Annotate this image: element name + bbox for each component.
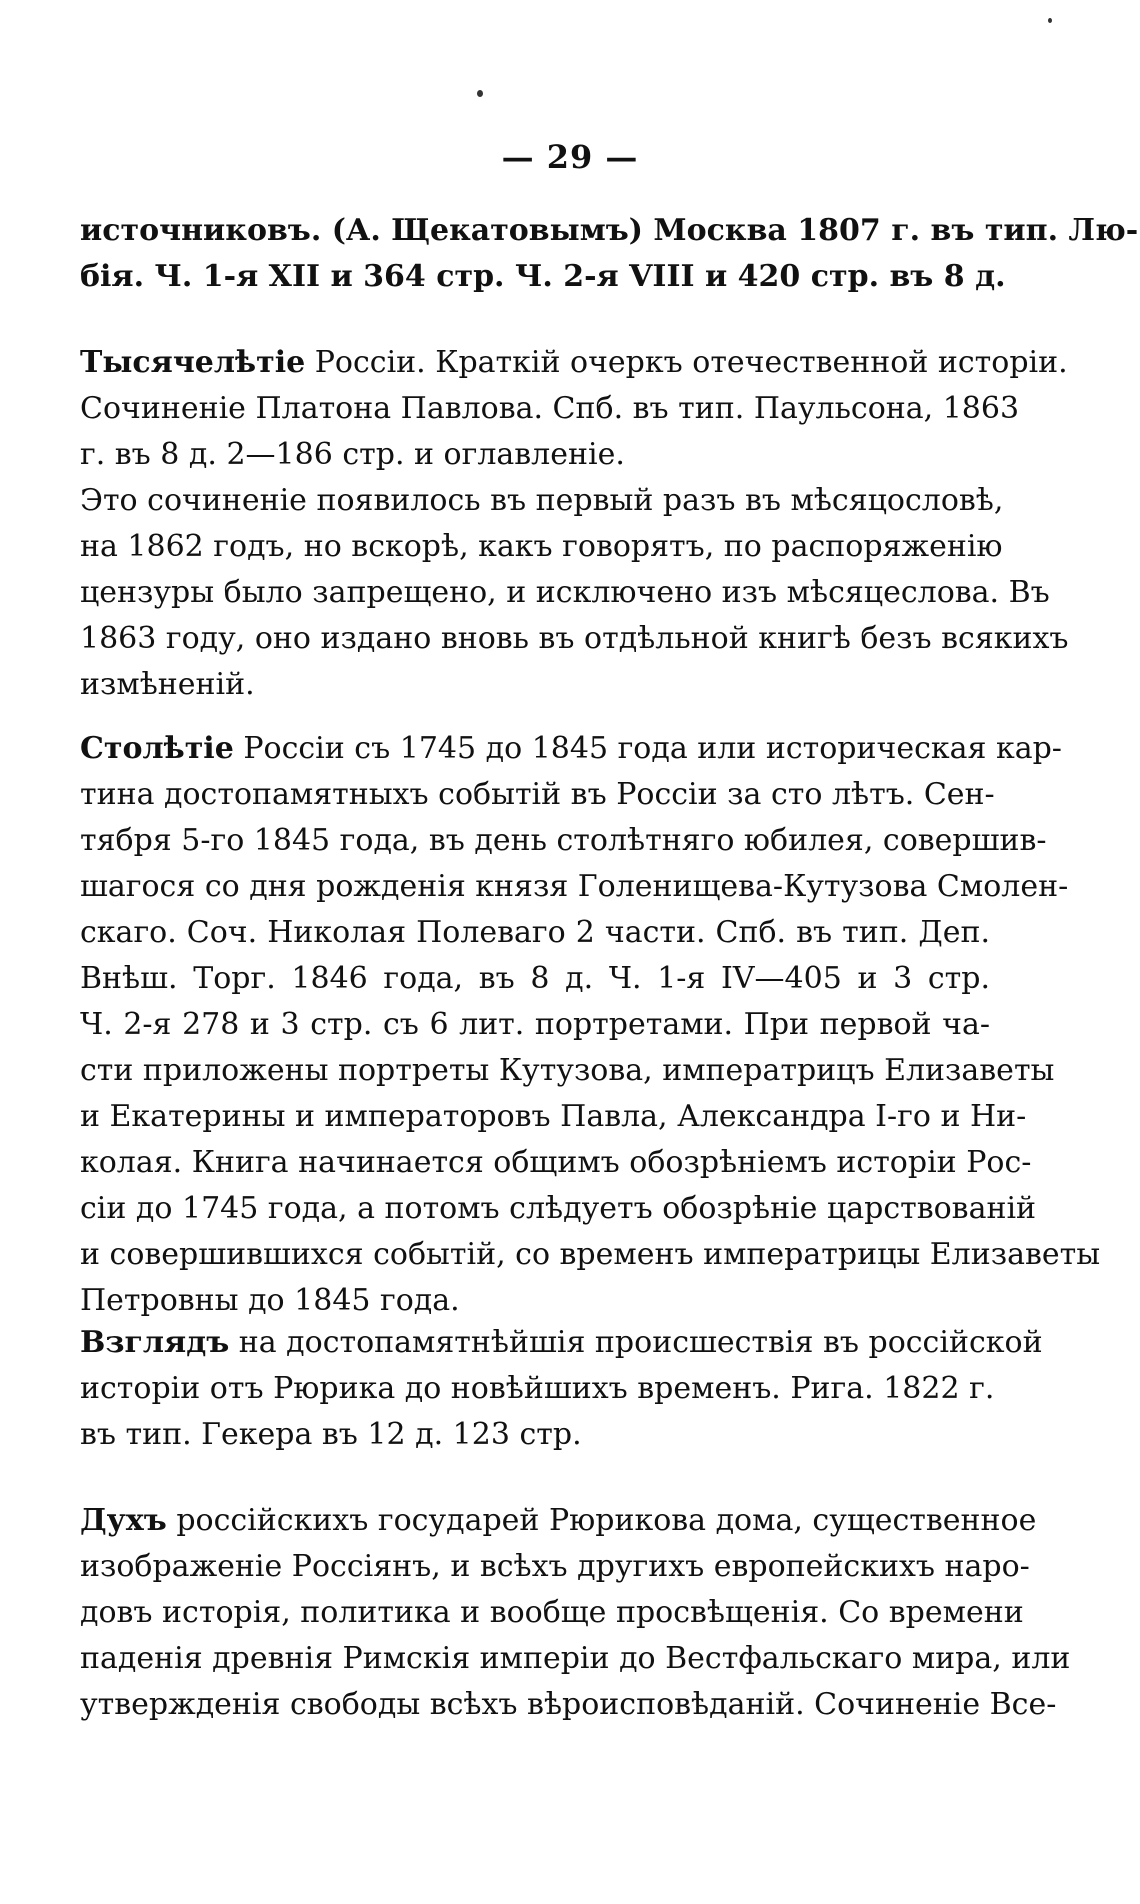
text-line: Это сочиненіе появилось въ первый разъ въ мѣсяцословѣ,	[80, 483, 1004, 518]
text-line: Ч. 2-я 278 и 3 стр. съ 6 лит. портретами. При первой ча-	[80, 1007, 990, 1042]
text-fragment: Россіи. Краткій очеркъ отечественной исторіи.	[305, 345, 1068, 380]
entry-stoletie	[80, 726, 1101, 1324]
continuation-paragraph	[80, 208, 1139, 300]
text-line: г. въ 8 д. 2—186 стр. и оглавленіе.	[80, 437, 625, 472]
text-line: и совершившихся событій, со временъ императрицы Елизаветы	[80, 1237, 1101, 1272]
text-fragment: россійскихъ государей Рюрикова дома, существенное	[166, 1503, 1037, 1538]
text-line	[80, 1320, 1043, 1366]
text-line: на 1862 годъ, но вскорѣ, какъ говорятъ, по распоряженію	[80, 529, 1003, 564]
text-line: утвержденія свободы всѣхъ вѣроисповѣданій. Сочиненіе Все-	[80, 1687, 1057, 1722]
text-line: въ тип. Гекера въ 12 д. 123 стр.	[80, 1417, 582, 1452]
text-line: 1863 году, оно издано вновь въ отдѣльной книгѣ безъ всякихъ	[80, 621, 1069, 656]
text-line: скаго. Соч. Николая Полеваго 2 части. Спб. въ тип. Деп.	[80, 915, 990, 950]
text-line: шагося со дня рожденія князя Голенищева-Кутузова Смолен-	[80, 869, 1069, 904]
text-line: тина достопамятныхъ событій въ Россіи за сто лѣтъ. Сен-	[80, 777, 995, 812]
text-line: Петровны до 1845 года.	[80, 1283, 460, 1318]
text-line: Внѣш. Торг. 1846 года, въ 8 д. Ч. 1-я IV—405 и 3 стр.	[80, 961, 990, 996]
text-line: изображеніе Россіянъ, и всѣхъ другихъ европейскихъ наро-	[80, 1549, 1030, 1584]
text-line: источниковъ. (А. Щекатовымъ) Москва 1807 г. въ тип. Лю-	[80, 213, 1139, 248]
ink-speck	[1048, 18, 1052, 23]
text-line: сіи до 1745 года, а потомъ слѣдуетъ обозрѣніе царствованій	[80, 1191, 1037, 1226]
text-line	[80, 726, 1062, 772]
entry-vzglyad	[80, 1320, 1043, 1458]
text-line: бія. Ч. 1-я XII и 364 стр. Ч. 2-я VIII и 420 стр. въ 8 д.	[80, 259, 1006, 294]
text-line: цензуры было запрещено, и исключено изъ мѣсяцеслова. Въ	[80, 575, 1050, 610]
ink-speck	[477, 90, 483, 97]
page-number: — 29 —	[501, 138, 639, 176]
text-line: Сочиненіе Платона Павлова. Спб. въ тип. Паульсона, 1863	[80, 391, 1020, 426]
text-line: тября 5-го 1845 года, въ день столѣтняго юбилея, совершив-	[80, 823, 1047, 858]
text-line: исторіи отъ Рюрика до новѣйшихъ временъ. Рига. 1822 г.	[80, 1371, 995, 1406]
text-line: измѣненій.	[80, 667, 255, 702]
text-line	[80, 1498, 1037, 1544]
entry-title: Духъ	[80, 1503, 167, 1538]
entry-title: Взглядъ	[80, 1325, 230, 1360]
text-line: сти приложены портреты Кутузова, императрицъ Елизаветы	[80, 1053, 1055, 1088]
text-line	[80, 340, 1068, 386]
text-line: довъ исторія, политика и вообще просвѣщенія. Со времени	[80, 1595, 1024, 1630]
text-fragment: Россіи съ 1745 до 1845 года или историческая кар-	[233, 731, 1062, 766]
entry-title: Столѣтіе	[80, 731, 234, 766]
entry-title: Тысячелѣтіе	[80, 345, 306, 380]
entry-dukh	[80, 1498, 1071, 1728]
text-line: паденія древнія Римскія имперіи до Вестфальскаго мира, или	[80, 1641, 1071, 1676]
text-line: колая. Книга начинается общимъ обозрѣніемъ исторіи Рос-	[80, 1145, 1032, 1180]
text-fragment: на достопамятнѣйшія происшествія въ россійской	[229, 1325, 1043, 1360]
text-line: и Екатерины и императоровъ Павла, Александра I-го и Ни-	[80, 1099, 1027, 1134]
entry-tysyacheletie	[80, 340, 1069, 708]
